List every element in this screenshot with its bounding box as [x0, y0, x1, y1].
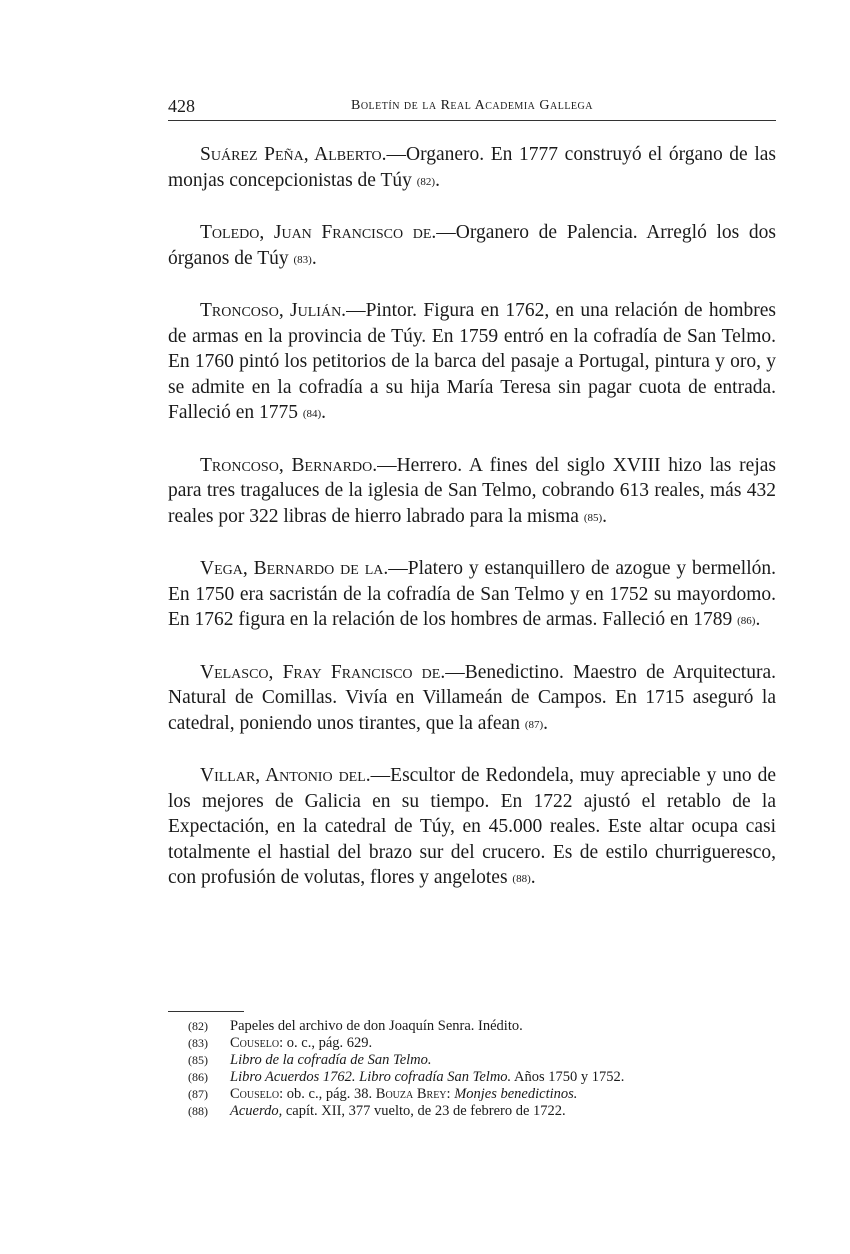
footnote-ref: (82) — [416, 175, 436, 188]
footnote: (83) Couselo: o. c., pág. 629. — [188, 1035, 373, 1051]
entry-text: —Pintor. Figura en 1762, en una relación de hombres de armas en la provincia de Túy. En 1759 entró en la cofradía de San Telmo. En 1760 pintó los petitorios de la barca del pasaje a Portugal, pintura y oro, y se admite en la cofradía a su hija María Teresa sin pagar cuota de entrada. Falleció en 1775 — [168, 300, 776, 423]
footnote-ref: (88) — [512, 873, 531, 885]
entry-name: Troncoso, Bernardo. — [200, 454, 378, 476]
footnote-mark: (87) — [188, 1087, 208, 1101]
entry-text: —Escultor de Redondela, muy apreciable y uno de los mejores de Galicia en su tiempo. En 1722 ajustó el retablo de la Expectación, en la catedral de Túy, en 45.000 reales. Este altar ocupa casi totalmente el hastial del brazo sur del crucero. Es de estilo churrigueresco, con profusión de volutas, flores y angelotes — [168, 765, 776, 888]
footnote-ref: (83) — [293, 253, 312, 266]
page-number: 428 — [168, 96, 195, 116]
footnote: (88) Acuerdo, capít. XII, 377 vuelto, de 23 de febrero de 1722. — [188, 1103, 566, 1119]
footnotes — [188, 1018, 778, 1120]
entry-name: Villar, Antonio del. — [200, 765, 371, 786]
footnote: (87) Couselo: ob. c., pág. 38. Bouza Brey: Monjes benedictinos. — [188, 1086, 578, 1102]
footnote-ref: (86) — [737, 615, 756, 627]
article-body — [168, 142, 776, 918]
entry-text: —Organero. En 1777 construyó el órgano de las monjas concepcionistas de Túy — [168, 144, 777, 191]
footnote: (82) Papeles del archivo de don Joaquín Senra. Inédito. — [188, 1018, 523, 1034]
footnote: (86) Libro Acuerdos 1762. Libro cofradía San Telmo. Años 1750 y 1752. — [188, 1069, 625, 1085]
footnote-author: Couselo: — [230, 1086, 284, 1102]
entry-suarez-pena: Suárez Peña, Alberto.—Organero. En 1777 construyó el órgano de las monjas concepcionistas de Túy (82). — [168, 144, 777, 191]
entry-troncoso-julian: Troncoso, Julián.—Pintor. Figura en 1762, en una relación de hombres de armas en la provincia de Túy. En 1759 entró en la cofradía de San Telmo. En 1760 pintó los petitorios de la barca del pasaje a Portugal, pintura y oro, y se admite en la cofradía a su hija María Teresa sin pagar cuota de entrada. Falleció en 1775 (84). — [168, 300, 776, 423]
entry-toledo: Toledo, Juan Francisco de.—Organero de Palencia. Arregló los dos órganos de Túy (83). — [168, 222, 776, 269]
entry-name: Suárez Peña, Alberto. — [200, 144, 387, 165]
entry-name: Toledo, Juan Francisco de. — [200, 222, 437, 243]
footnote-mark: (82) — [188, 1019, 208, 1033]
entry-villar: Villar, Antonio del.—Escultor de Redondela, muy apreciable y uno de los mejores de Galicia en su tiempo. En 1722 ajustó el retablo de la Expectación, en la catedral de Túy, en 45.000 reales. Este altar ocupa casi totalmente el hastial del brazo sur del crucero. Es de estilo churrigueresco, con profusión de volutas, flores y angelotes (88). — [168, 765, 776, 888]
entry-text: —Herrero. A fines del siglo XVIII hizo las rejas para tres tragaluces de la iglesia de San Telmo, cobrando 613 reales, más 432 reales por 322 libras de hierro labrado para la misma — [168, 454, 776, 527]
footnote-ref: (87) — [524, 718, 544, 731]
entry-name: Velasco, Fray Francisco de. — [200, 661, 446, 683]
footnote-ref: (85) — [583, 511, 603, 524]
running-title: Boletín de la Real Academia Gallega — [351, 98, 593, 113]
footnote-ref: (84) — [302, 408, 322, 420]
footnote-author: Couselo: — [230, 1035, 284, 1051]
footnote-mark: (88) — [188, 1104, 208, 1118]
entry-text: —Organero de Palencia. Arregló los dos órganos de Túy — [168, 222, 776, 269]
entry-text: —Benedictino. Maestro de Arquitectura. Natural de Comillas. Vivía en Villameán de Campos. En 1715 aseguró la catedral, poniendo unos tirantes, que la afean — [168, 661, 776, 734]
footnote-mark: (85) — [188, 1053, 208, 1067]
footnote-author: Bouza Brey: — [375, 1086, 451, 1102]
entry-velasco: Velasco, Fray Francisco de.—Benedictino. Maestro de Arquitectura. Natural de Comillas. Vivía en Villameán de Campos. En 1715 aseguró la catedral, poniendo unos tirantes, que la afean (87). — [168, 661, 776, 734]
page-header — [168, 96, 776, 121]
footnote-divider — [168, 1011, 244, 1012]
entry-text: —Platero y estanquillero de azogue y bermellón. En 1750 era sacristán de la cofradía de San Telmo y en 1752 su mayordomo. En 1762 figura en la relación de los hombres de armas. Falleció en 1789 — [168, 558, 776, 630]
footnote-mark: (83) — [188, 1036, 208, 1050]
entry-vega: Vega, Bernardo de la.—Platero y estanquillero de azogue y bermellón. En 1750 era sacristán de la cofradía de San Telmo y en 1752 su mayordomo. En 1762 figura en la relación de los hombres de armas. Falleció en 1789 (86). — [168, 558, 776, 630]
entry-troncoso-bernardo: Troncoso, Bernardo.—Herrero. A fines del siglo XVIII hizo las rejas para tres tragaluces de la iglesia de San Telmo, cobrando 613 reales, más 432 reales por 322 libras de hierro labrado para la misma (85). — [168, 454, 776, 527]
footnote: (85) Libro de la cofradía de San Telmo. — [188, 1052, 432, 1068]
footnote-mark: (86) — [188, 1070, 208, 1084]
entry-name: Vega, Bernardo de la. — [200, 558, 389, 579]
entry-name: Troncoso, Julián. — [200, 300, 347, 321]
